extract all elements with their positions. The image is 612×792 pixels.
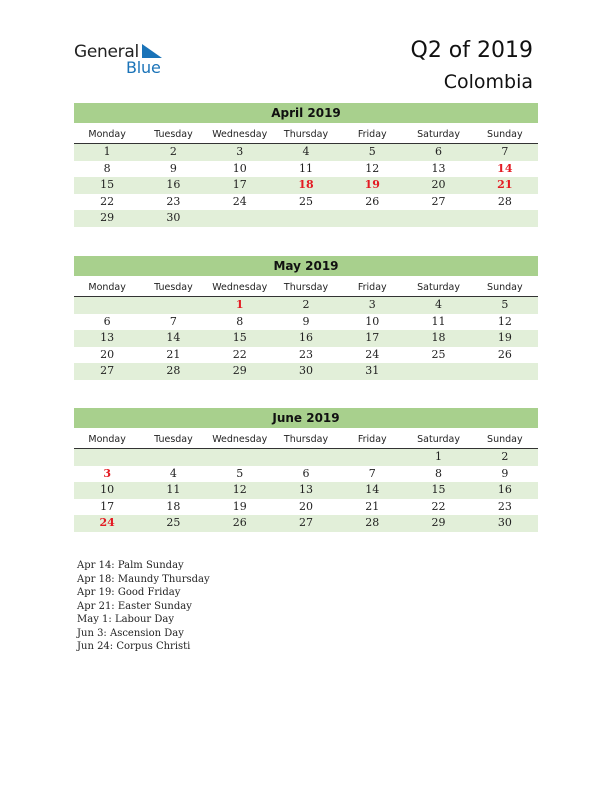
date-cell: 18	[166, 499, 181, 513]
date-cell: 4	[435, 298, 443, 311]
month-title: June 2019	[74, 408, 538, 428]
week-row	[74, 515, 538, 532]
date-cell: 6	[103, 314, 111, 328]
holiday-date-cell: 19	[364, 178, 380, 191]
date-cell: 30	[497, 516, 512, 529]
date-cell: 18	[431, 331, 446, 344]
date-cell: 23	[166, 194, 181, 208]
date-cell: 20	[298, 499, 313, 513]
date-cell	[273, 210, 339, 227]
holiday-entry: Apr 18: Maundy Thursday	[77, 573, 210, 585]
date-cell: 4	[302, 145, 310, 158]
date-cell: 13	[100, 331, 115, 344]
weekday-label: Thursday	[283, 129, 329, 140]
weekday-label: Wednesday	[212, 282, 268, 293]
week-row	[74, 314, 538, 331]
date-cell: 29	[100, 211, 115, 224]
week-row	[74, 177, 538, 194]
date-cell: 29	[232, 364, 247, 377]
holiday-entry: Apr 19: Good Friday	[77, 587, 181, 598]
weekday-label: Wednesday	[212, 434, 268, 445]
weekday-header-row	[74, 126, 538, 144]
date-cell: 10	[232, 161, 247, 175]
weekday-label: Monday	[88, 129, 126, 140]
date-cell: 27	[431, 194, 446, 208]
weekday-label: Tuesday	[154, 434, 193, 445]
date-cell: 26	[497, 347, 512, 361]
date-cell: 3	[236, 145, 244, 158]
holiday-entry: Apr 14: Palm Sunday	[77, 560, 184, 571]
date-cell: 14	[365, 483, 380, 496]
date-cell	[472, 210, 538, 227]
date-cell	[74, 449, 140, 466]
date-cell: 11	[298, 161, 313, 175]
date-cell: 22	[431, 499, 446, 513]
date-cell: 2	[302, 298, 310, 311]
date-cell: 7	[368, 466, 376, 480]
date-cell: 16	[298, 331, 313, 344]
date-cell: 14	[166, 331, 181, 344]
date-cell: 6	[302, 466, 310, 480]
date-cell: 19	[232, 499, 247, 513]
weekday-label: Friday	[357, 282, 387, 293]
date-cell	[140, 297, 206, 314]
date-cell	[207, 449, 273, 466]
month-title: April 2019	[74, 103, 538, 123]
weekday-label: Sunday	[487, 282, 523, 293]
date-cell	[273, 449, 339, 466]
date-cell: 3	[368, 298, 376, 311]
holiday-entry: May 1: Labour Day	[77, 614, 174, 625]
weekday-label: Saturday	[417, 129, 460, 140]
week-row	[74, 161, 538, 178]
date-cell: 23	[497, 499, 512, 513]
date-cell: 5	[501, 298, 509, 311]
weekday-label: Thursday	[283, 282, 329, 293]
date-cell: 30	[298, 364, 313, 377]
date-cell: 23	[298, 347, 313, 361]
weekday-label: Sunday	[487, 434, 523, 445]
date-cell: 29	[431, 516, 446, 529]
date-cell: 25	[431, 347, 446, 361]
week-row	[74, 297, 538, 314]
date-cell	[207, 210, 273, 227]
week-row	[74, 363, 538, 380]
date-cell: 17	[232, 178, 247, 191]
week-row	[74, 499, 538, 516]
date-cell: 25	[298, 194, 313, 208]
date-cell: 20	[431, 178, 446, 191]
weekday-label: Thursday	[283, 434, 329, 445]
holiday-date-cell: 1	[235, 298, 244, 311]
date-cell: 28	[166, 364, 181, 377]
brand-name-general: General	[74, 42, 139, 62]
date-cell: 17	[100, 499, 115, 513]
weekday-label: Tuesday	[154, 282, 193, 293]
date-cell: 5	[368, 145, 376, 158]
date-cell: 25	[166, 516, 181, 529]
date-cell: 21	[365, 499, 380, 513]
date-cell: 24	[232, 194, 247, 208]
date-cell: 10	[100, 483, 115, 496]
date-cell: 27	[298, 516, 313, 529]
date-cell: 30	[166, 211, 181, 224]
date-cell: 28	[365, 516, 380, 529]
date-cell	[339, 449, 405, 466]
date-cell: 20	[100, 347, 115, 361]
date-cell: 27	[100, 364, 115, 377]
date-cell: 9	[302, 314, 310, 328]
date-cell: 21	[166, 347, 181, 361]
week-row	[74, 330, 538, 347]
week-row	[74, 466, 538, 483]
holiday-entry: Jun 3: Ascension Day	[77, 627, 184, 639]
country-name: Colombia	[443, 71, 533, 93]
date-cell: 1	[435, 450, 443, 463]
date-cell: 12	[365, 161, 380, 175]
date-cell: 16	[497, 483, 512, 496]
week-row	[74, 210, 538, 227]
date-cell: 8	[236, 314, 244, 328]
date-cell: 2	[169, 145, 177, 158]
page-title: Q2 of 2019	[410, 38, 533, 63]
date-cell: 31	[365, 364, 380, 377]
date-cell: 22	[232, 347, 247, 361]
brand-name-blue: Blue	[126, 58, 161, 77]
weekday-label: Sunday	[487, 129, 523, 140]
month-title: May 2019	[74, 256, 538, 276]
date-cell: 9	[169, 161, 177, 175]
weekday-header-row	[74, 431, 538, 449]
date-cell	[74, 297, 140, 314]
date-cell: 12	[232, 483, 247, 496]
weekday-label: Saturday	[417, 282, 460, 293]
date-cell: 1	[103, 145, 111, 158]
holiday-list	[77, 559, 210, 654]
date-cell: 16	[166, 178, 181, 191]
date-cell	[472, 363, 538, 380]
date-cell: 7	[169, 314, 177, 328]
date-cell: 15	[431, 483, 446, 496]
holiday-date-cell: 14	[497, 161, 513, 175]
holiday-date-cell: 24	[99, 516, 115, 529]
date-cell: 17	[365, 331, 380, 344]
holiday-entry: Jun 24: Corpus Christi	[77, 641, 191, 652]
date-cell: 19	[497, 331, 512, 344]
date-cell: 2	[501, 450, 509, 463]
date-cell	[405, 210, 471, 227]
date-cell	[339, 210, 405, 227]
date-cell: 5	[236, 466, 244, 480]
holiday-date-cell: 3	[103, 466, 111, 480]
month-calendar-june	[74, 408, 538, 532]
weekday-header-row	[74, 279, 538, 297]
holiday-entry: Apr 21: Easter Sunday	[77, 600, 192, 612]
date-cell: 28	[497, 194, 512, 208]
date-cell: 9	[501, 466, 509, 480]
weekday-label: Monday	[88, 434, 126, 445]
date-cell: 7	[501, 145, 509, 158]
date-cell: 10	[365, 314, 380, 328]
month-calendar-april	[74, 103, 538, 227]
week-row	[74, 347, 538, 364]
date-cell: 8	[435, 466, 443, 480]
date-cell: 13	[298, 483, 313, 496]
weekday-label: Monday	[88, 282, 126, 293]
date-cell: 15	[232, 331, 247, 344]
week-row	[74, 194, 538, 211]
holiday-date-cell: 21	[497, 178, 513, 191]
date-cell: 11	[431, 314, 446, 328]
date-cell: 11	[166, 483, 181, 496]
date-cell: 26	[365, 194, 380, 208]
date-cell: 8	[103, 161, 111, 175]
weekday-label: Tuesday	[154, 129, 193, 140]
date-cell: 26	[232, 516, 247, 529]
holiday-date-cell: 18	[298, 178, 314, 191]
weekday-label: Friday	[357, 434, 387, 445]
week-row	[74, 144, 538, 161]
date-cell: 4	[169, 466, 177, 480]
date-cell	[140, 449, 206, 466]
weekday-label: Friday	[357, 129, 387, 140]
date-cell	[405, 363, 471, 380]
date-cell: 24	[365, 347, 380, 361]
week-row	[74, 482, 538, 499]
month-calendar-may	[74, 256, 538, 380]
date-cell: 12	[497, 314, 512, 328]
date-cell: 15	[100, 178, 115, 191]
week-row	[74, 449, 538, 466]
date-cell: 6	[435, 145, 443, 158]
brand-logo	[74, 42, 184, 78]
date-cell: 22	[100, 194, 115, 208]
weekday-label: Wednesday	[212, 129, 268, 140]
date-cell: 13	[431, 161, 446, 175]
weekday-label: Saturday	[417, 434, 460, 445]
